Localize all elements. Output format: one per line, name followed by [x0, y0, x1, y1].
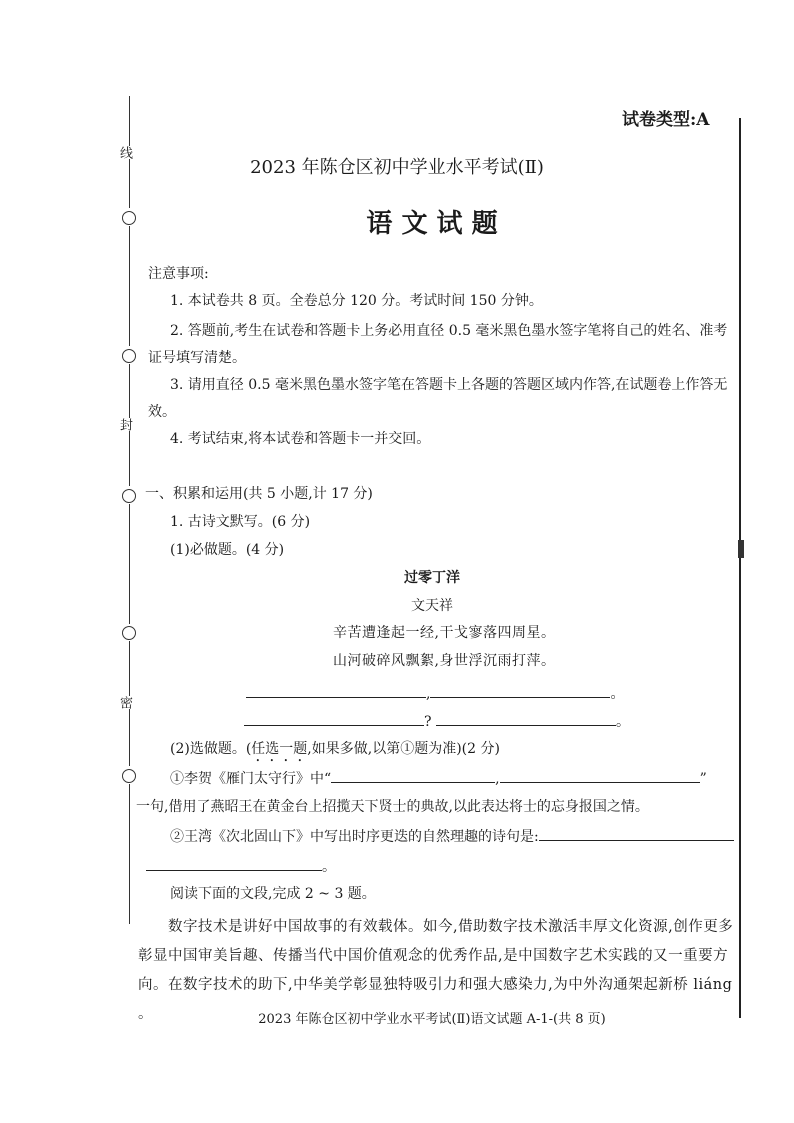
option-1-continuation: 一句,借用了燕昭王在黄金台上招揽天下贤士的典故,以此表达将士的忘身报国之情。: [136, 799, 649, 815]
binding-line: [129, 226, 130, 346]
question-1-1: (1)必做题。(4 分): [170, 542, 285, 558]
reading-passage: 数字技术是讲好中国故事的有效载体。如今,借助数字技术激活丰厚文化资源,创作更多彰显中国审美旨趣、传播当代中国价值观念的优秀作品,是中国数字艺术实践的又一重要方向。在数字技术的助下,中华美学彰显独特吸引力和强大感染力,为中外沟通架起新桥 liáng 。: [138, 919, 734, 1022]
notice-item-1: 1. 本试卷共 8 页。全卷总分 120 分。考试时间 150 分钟。: [170, 293, 543, 309]
reading-instruction: 阅读下面的文段,完成 2 ~ 3 题。: [170, 886, 376, 902]
paper-type: 试卷类型:A: [622, 110, 710, 130]
notice-item-2: 2. 答题前,考生在试卷和答题卡上务必用直径 0.5 毫米黑色墨水签字笔将自己的姓名、准考证号填写清楚。: [148, 323, 728, 366]
section-heading: 一、积累和运用(共 5 小题,计 17 分): [145, 486, 373, 502]
subject-title: 语 文 试 题: [366, 209, 498, 239]
binding-char-xian: 线: [117, 146, 132, 159]
notice-title: 注意事项:: [148, 266, 209, 282]
binding-hole: [122, 349, 136, 363]
answer-row-2: ? 。: [244, 711, 630, 732]
answer-blank[interactable]: [246, 683, 426, 698]
answer-blank[interactable]: [146, 856, 322, 871]
answer-blank[interactable]: [500, 768, 700, 783]
option-1: ①李贺《雁门太守行》中“ , ”: [170, 768, 707, 789]
notice-item-4: 4. 考试结束,将本试卷和答题卡一并交回。: [170, 431, 431, 447]
poem-line-2: 山河破碎风飘絮,身世浮沉雨打萍。: [333, 653, 556, 669]
answer-blank[interactable]: [436, 711, 616, 726]
exam-title: 2023 年陈仓区初中学业水平考试(Ⅱ): [250, 157, 544, 178]
answer-blank[interactable]: [539, 826, 734, 841]
binding-hole: [122, 769, 136, 783]
binding-line: [129, 784, 130, 924]
poem-line-1: 辛苦遭逢起一经,干戈寥落四周星。: [333, 625, 556, 641]
poem-title: 过零丁洋: [404, 570, 460, 586]
poem-author: 文天祥: [411, 598, 453, 614]
binding-hole: [122, 489, 136, 503]
binding-char-feng: 封: [117, 418, 132, 431]
notice-item-3: 3. 请用直径 0.5 毫米黑色墨水签字笔在答题卡上各题的答题区域内作答,在试题卷上作答无效。: [148, 377, 728, 420]
answer-blank[interactable]: [430, 683, 610, 698]
question-1-2: (2)选做题。(任选一题,如果多做,以第①题为准)(2 分): [170, 741, 500, 757]
page-footer: 2023 年陈仓区初中学业水平考试(Ⅱ)语文试题 A-1-(共 8 页): [258, 1012, 606, 1027]
right-edge-mark: [738, 540, 758, 558]
answer-row-1: , 。: [246, 683, 624, 704]
answer-blank[interactable]: [244, 711, 424, 726]
question-1: 1. 古诗文默写。(6 分): [170, 514, 311, 530]
option-2: ②王湾《次北固山下》中写出时序更迭的自然理趣的诗句是:: [170, 826, 734, 847]
answer-blank[interactable]: [331, 768, 495, 783]
option-2-line-2: 。: [146, 856, 336, 877]
binding-hole: [122, 626, 136, 640]
binding-char-mi: 密: [117, 696, 132, 709]
